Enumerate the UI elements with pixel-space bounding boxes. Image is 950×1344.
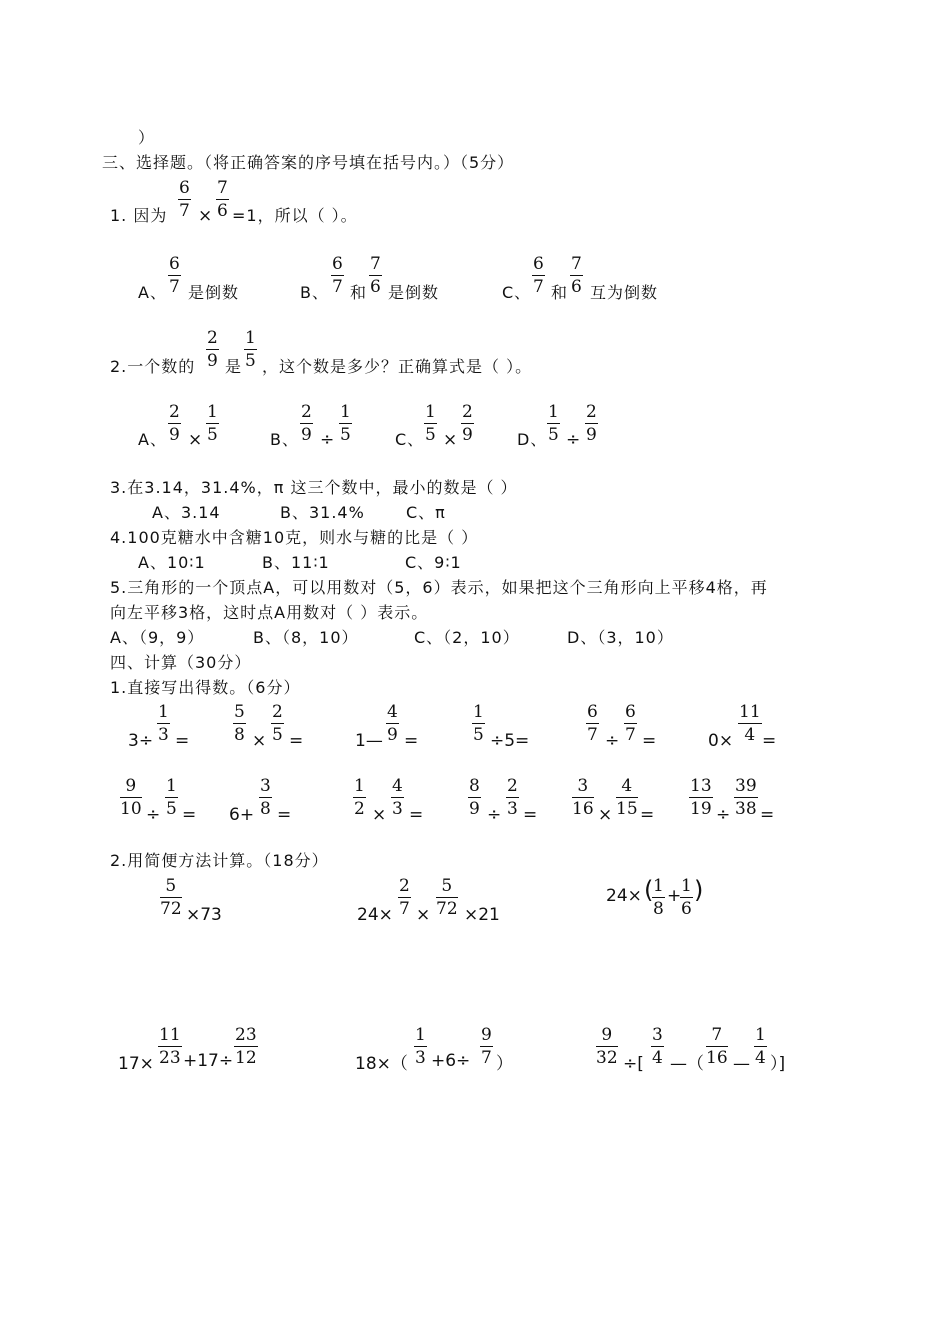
r2c4-eq: = xyxy=(523,805,538,825)
r1c2-op: × xyxy=(252,731,267,751)
e6-frac-1: $\frac{9}{32}$ xyxy=(596,1025,618,1068)
e6-op-1: ÷[ xyxy=(623,1054,644,1074)
q2-option-c-label: C、 xyxy=(395,430,425,449)
e5-mid: +6÷ xyxy=(431,1051,471,1071)
section3-title: 三、选择题。（将正确答案的序号填在括号内。）（5分） xyxy=(102,153,515,172)
q5-option-b: B、（8，10） xyxy=(253,628,359,647)
r2c4-frac-2: $\frac{2}{3}$ xyxy=(507,776,518,819)
r2c5-op: × xyxy=(598,805,613,825)
r2c3-frac-1: $\frac{1}{2}$ xyxy=(354,776,365,819)
e6-frac-3: $\frac{7}{16}$ xyxy=(706,1025,728,1068)
e6-frac-4: $\frac{1}{4}$ xyxy=(755,1025,766,1068)
e6-op-2: —（ xyxy=(670,1054,704,1074)
e4-frac-2: $\frac{23}{12}$ xyxy=(235,1025,257,1068)
q2-option-a-frac-2: $\frac{1}{5}$ xyxy=(207,402,218,445)
e2-frac-2: $\frac{5}{72}$ xyxy=(436,876,458,919)
r2c4-op: ÷ xyxy=(487,805,502,825)
r1c6-pre: 0× xyxy=(708,731,734,751)
r1c2-frac-2: $\frac{2}{5}$ xyxy=(272,702,283,745)
r1c5-op: ÷ xyxy=(605,731,620,751)
section4-title: 四、计算（30分） xyxy=(110,653,252,672)
q1-option-a-label: A、 xyxy=(138,283,167,302)
q2-option-a-op: × xyxy=(188,430,203,450)
q3-option-a: A、3.14 xyxy=(152,503,221,522)
q3-text: 3.在3.14，31.4%，π 这三个数中，最小的数是（ ） xyxy=(110,478,518,497)
q2-mid: 是 xyxy=(225,357,243,376)
q5-option-c: C、（2，10） xyxy=(414,628,520,647)
q2-option-b-label: B、 xyxy=(270,430,299,449)
q1-option-b-frac-2: $\frac{7}{6}$ xyxy=(370,254,381,297)
r1c1-eq: = xyxy=(175,731,190,751)
q5-option-d: D、（3，10） xyxy=(567,628,674,647)
q2-prefix: 2.一个数的 xyxy=(110,357,196,376)
r1c3-pre: 1— xyxy=(355,731,383,751)
r2c1-frac-2: $\frac{1}{5}$ xyxy=(166,776,177,819)
e5-frac-1: $\frac{1}{3}$ xyxy=(415,1025,426,1068)
e6-frac-2: $\frac{3}{4}$ xyxy=(652,1025,663,1068)
r1c4-post: ÷5= xyxy=(490,731,530,751)
q2-option-c-frac-1: $\frac{1}{5}$ xyxy=(425,402,436,445)
q2-option-c-frac-2: $\frac{2}{9}$ xyxy=(462,402,473,445)
e2-pre: 24× xyxy=(357,905,393,925)
q2-option-b-op: ÷ xyxy=(320,430,335,450)
r2c1-eq: = xyxy=(182,805,197,825)
r1c6-frac: $\frac{11}{4}$ xyxy=(739,702,761,745)
r2c4-frac-1: $\frac{8}{9}$ xyxy=(469,776,480,819)
q1-option-c-text: 互为倒数 xyxy=(590,283,659,302)
q2-option-a-frac-1: $\frac{2}{9}$ xyxy=(169,402,180,445)
q1-frac-2: $\frac{7}{6}$ xyxy=(217,178,228,221)
r1c1-pre: 3÷ xyxy=(128,731,154,751)
q1-option-c-mid: 和 xyxy=(551,283,569,302)
top-closing-paren: ） xyxy=(138,128,156,147)
q1-option-b-text: 是倒数 xyxy=(388,283,440,302)
r1c4-frac: $\frac{1}{5}$ xyxy=(473,702,484,745)
q1-option-c-frac-2: $\frac{7}{6}$ xyxy=(571,254,582,297)
e2-op: × xyxy=(416,905,431,925)
part2-title: 2.用简便方法计算。（18分） xyxy=(110,851,329,870)
r2c2-eq: = xyxy=(277,805,292,825)
q1-option-b-mid: 和 xyxy=(350,283,368,302)
q2-option-d-frac-1: $\frac{1}{5}$ xyxy=(548,402,559,445)
q2-suffix: ，这个数是多少？正确算式是（ ）。 xyxy=(262,357,533,376)
r2c5-frac-1: $\frac{3}{16}$ xyxy=(572,776,594,819)
r2c2-pre: 6+ xyxy=(229,805,255,825)
r2c6-op: ÷ xyxy=(716,805,731,825)
e4-mid: +17÷ xyxy=(183,1051,234,1071)
q5-line-2: 向左平移3格，这时点A用数对（ ）表示。 xyxy=(110,603,429,622)
e1-frac: $\frac{5}{72}$ xyxy=(160,876,182,919)
r2c3-frac-2: $\frac{4}{3}$ xyxy=(392,776,403,819)
r1c3-frac: $\frac{4}{9}$ xyxy=(387,702,398,745)
q3-option-b: B、31.4% xyxy=(280,503,365,522)
q1-option-a-text: 是倒数 xyxy=(188,283,240,302)
q1-option-c-label: C、 xyxy=(502,283,532,302)
r2c5-eq: = xyxy=(640,805,655,825)
r2c1-frac-1: $\frac{9}{10}$ xyxy=(120,776,142,819)
e3-frac-2: $\frac{1}{6}$ xyxy=(681,876,692,919)
q1-prefix: 1. 因为 xyxy=(110,206,168,225)
r2c3-eq: = xyxy=(409,805,424,825)
q3-option-c: C、π xyxy=(406,503,446,522)
q5-option-a: A、（9，9） xyxy=(110,628,205,647)
e3-left-paren: ( xyxy=(644,876,654,904)
q1-option-c-frac-1: $\frac{6}{7}$ xyxy=(533,254,544,297)
e3-pre: 24× xyxy=(606,886,642,906)
part1-title: 1.直接写出得数。（6分） xyxy=(110,678,301,697)
r1c6-eq: = xyxy=(762,731,777,751)
r1c3-eq: = xyxy=(404,731,419,751)
e5-post: ） xyxy=(496,1054,513,1074)
r1c5-eq: = xyxy=(642,731,657,751)
e3-frac-1: $\frac{1}{8}$ xyxy=(653,876,664,919)
r1c2-frac-1: $\frac{5}{8}$ xyxy=(234,702,245,745)
q1-times: × xyxy=(198,206,213,226)
q5-line-1: 5.三角形的一个顶点A，可以用数对（5，6）表示，如果把这个三角形向上平移4格，再 xyxy=(110,578,768,597)
e2-frac-1: $\frac{2}{7}$ xyxy=(399,876,410,919)
q1-option-a-frac: $\frac{6}{7}$ xyxy=(169,254,180,297)
r2c6-eq: = xyxy=(760,805,775,825)
q2-option-a-label: A、 xyxy=(138,430,167,449)
e6-post: ）] xyxy=(770,1054,786,1074)
r1c5-frac-2: $\frac{6}{7}$ xyxy=(625,702,636,745)
e4-frac-1: $\frac{11}{23}$ xyxy=(159,1025,181,1068)
r1c2-eq: = xyxy=(289,731,304,751)
q4-option-b: B、11∶1 xyxy=(262,553,330,572)
e2-post: ×21 xyxy=(464,905,500,925)
e3-op: + xyxy=(667,886,682,906)
q2-frac-1: $\frac{2}{9}$ xyxy=(207,328,218,371)
q2-option-c-op: × xyxy=(443,430,458,450)
r1c1-frac: $\frac{1}{3}$ xyxy=(158,702,169,745)
e5-pre: 18×（ xyxy=(355,1054,408,1074)
q2-option-d-frac-2: $\frac{2}{9}$ xyxy=(586,402,597,445)
q2-frac-2: $\frac{1}{5}$ xyxy=(245,328,256,371)
q1-frac-1: $\frac{6}{7}$ xyxy=(179,178,190,221)
r2c1-op: ÷ xyxy=(146,805,161,825)
q4-option-c: C、9∶1 xyxy=(405,553,462,572)
e5-frac-2: $\frac{9}{7}$ xyxy=(481,1025,492,1068)
r2c3-op: × xyxy=(372,805,387,825)
q4-text: 4.100克糖水中含糖10克，则水与糖的比是（ ） xyxy=(110,528,479,547)
r1c5-frac-1: $\frac{6}{7}$ xyxy=(587,702,598,745)
q1-option-b-frac-1: $\frac{6}{7}$ xyxy=(332,254,343,297)
e3-right-paren: ) xyxy=(694,876,704,904)
q2-option-b-frac-2: $\frac{1}{5}$ xyxy=(340,402,351,445)
e1-post: ×73 xyxy=(186,905,222,925)
r2c6-frac-2: $\frac{39}{38}$ xyxy=(735,776,757,819)
q1-suffix: =1，所以（ ）。 xyxy=(232,206,358,225)
e6-op-3: — xyxy=(733,1054,750,1074)
q2-option-b-frac-1: $\frac{2}{9}$ xyxy=(301,402,312,445)
q2-option-d-op: ÷ xyxy=(566,430,581,450)
e4-pre: 17× xyxy=(118,1054,154,1074)
r2c2-frac: $\frac{3}{8}$ xyxy=(260,776,271,819)
r2c6-frac-1: $\frac{13}{19}$ xyxy=(690,776,712,819)
q1-option-b-label: B、 xyxy=(300,283,329,302)
q2-option-d-label: D、 xyxy=(517,430,548,449)
r2c5-frac-2: $\frac{4}{15}$ xyxy=(616,776,638,819)
q4-option-a: A、10∶1 xyxy=(138,553,206,572)
